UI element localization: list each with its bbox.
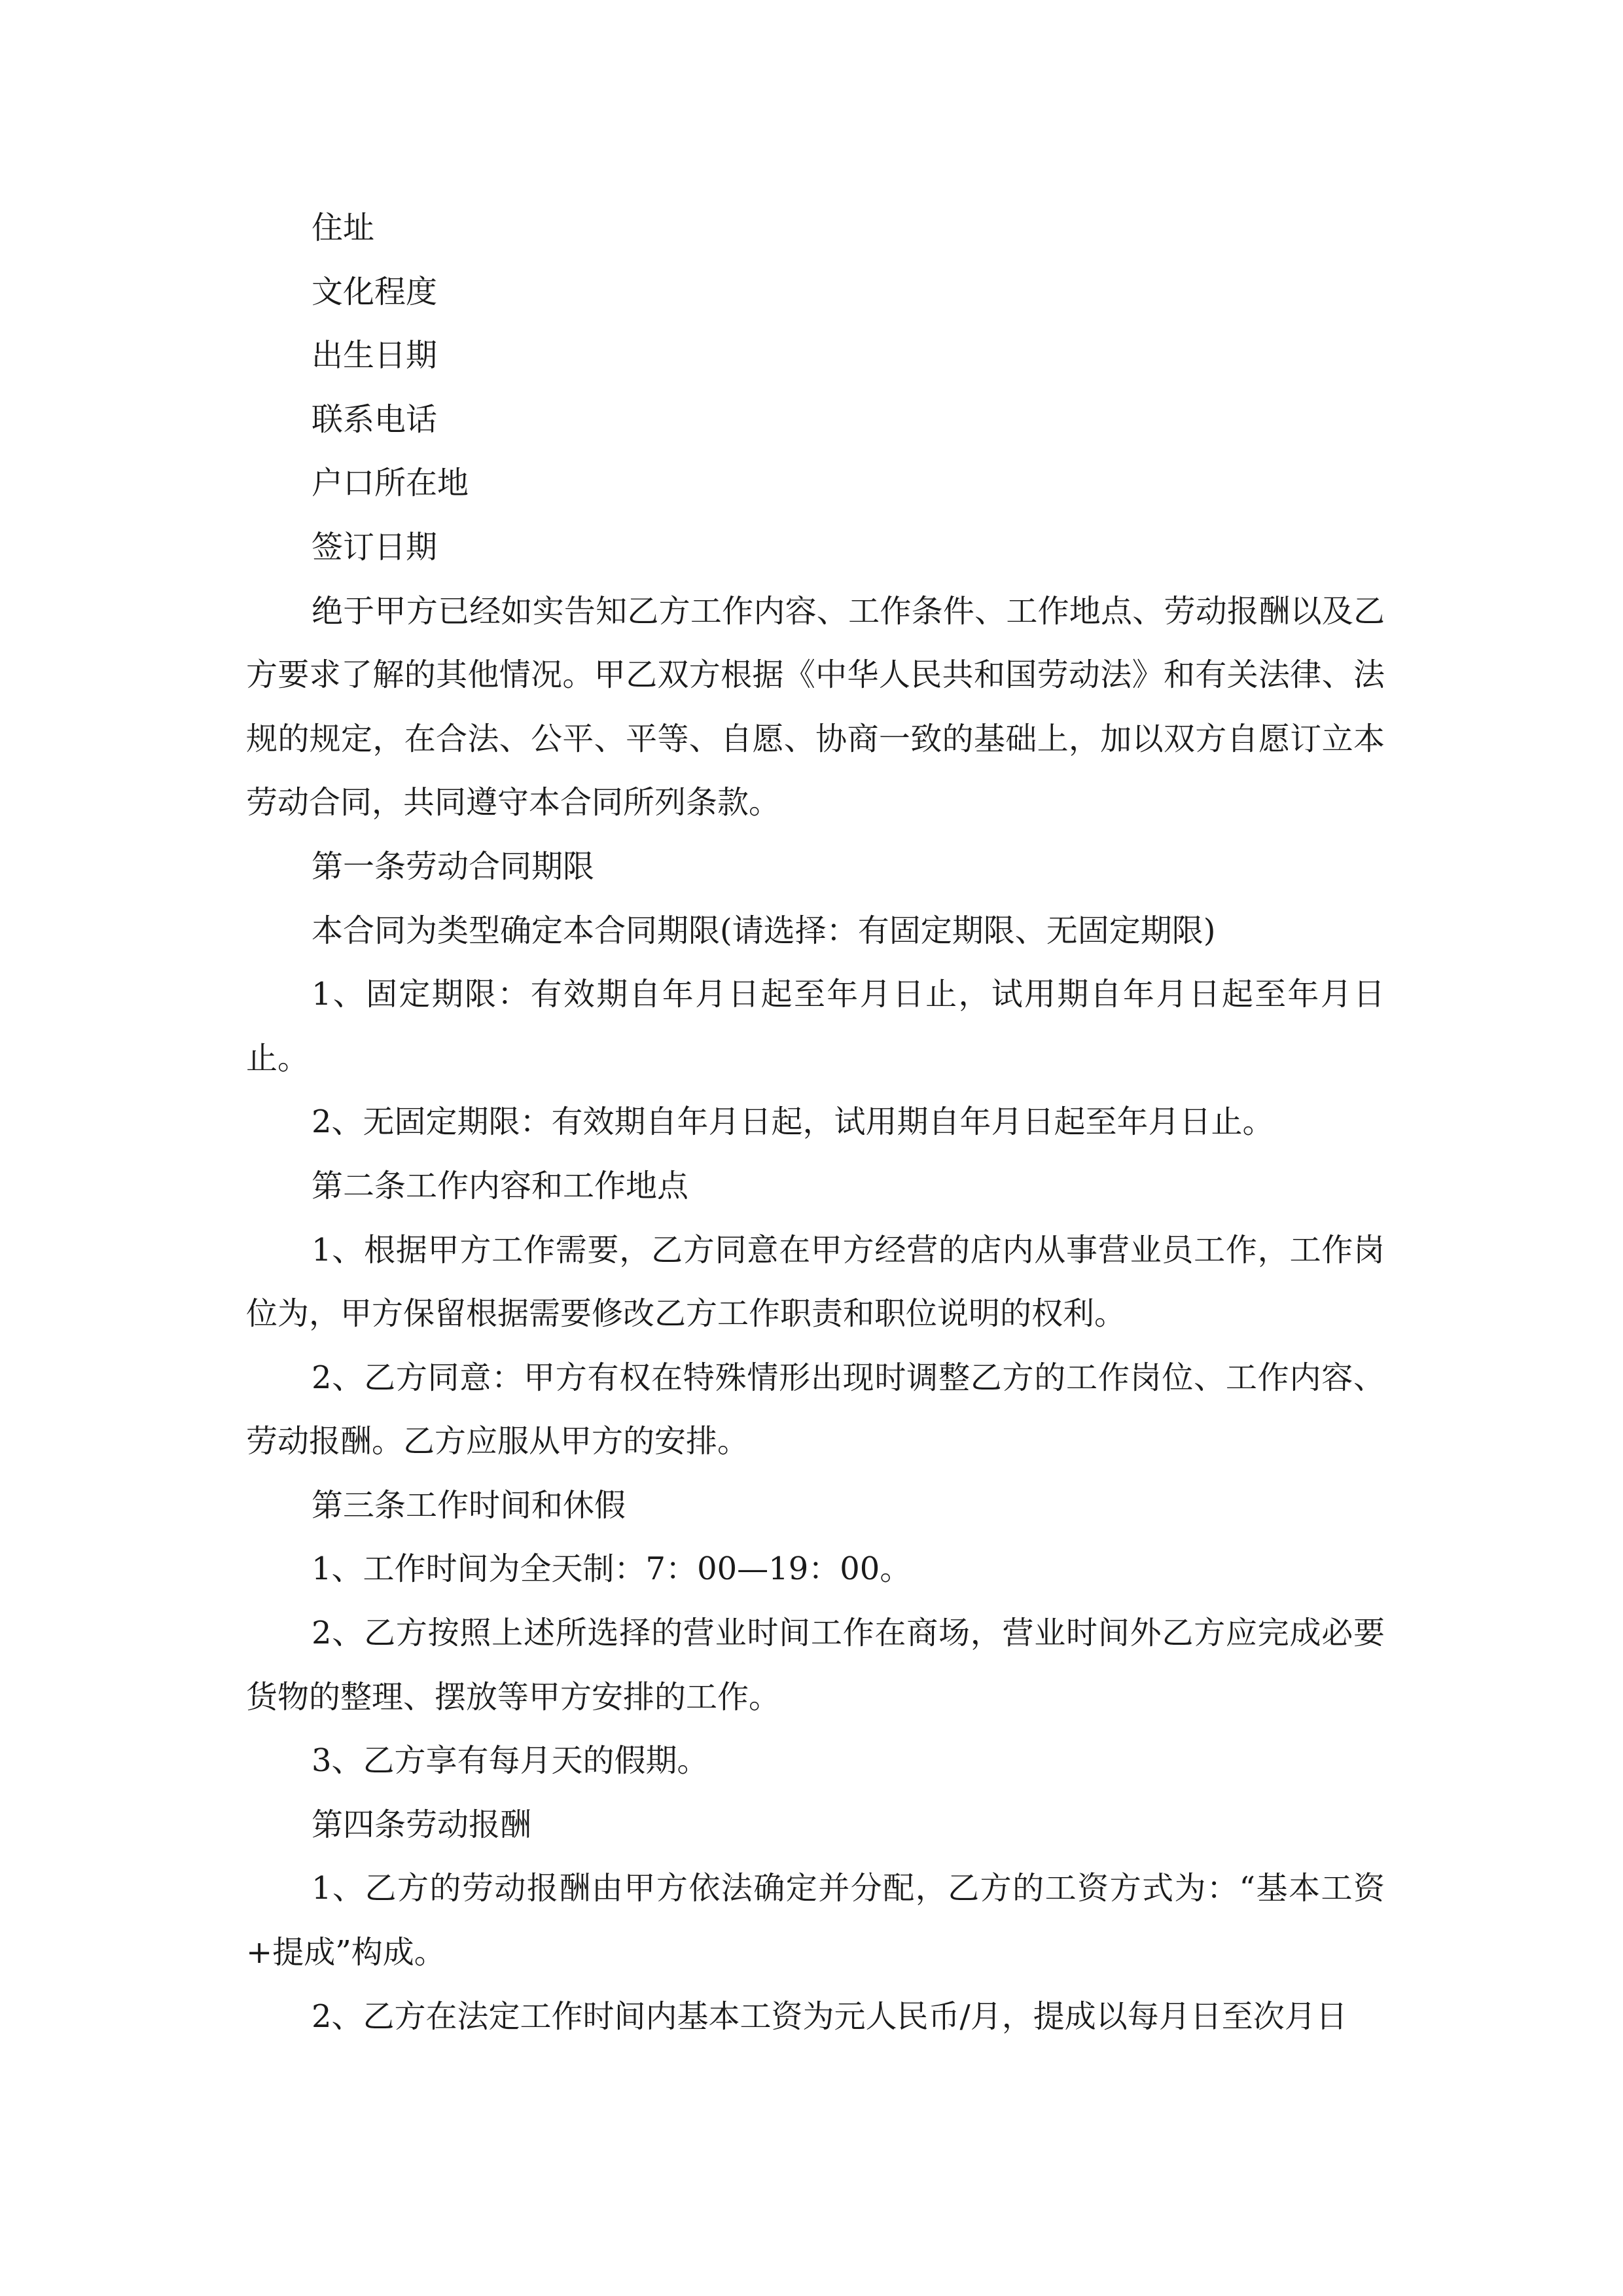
field-education: 文化程度 — [312, 273, 438, 310]
article-4-clause-2: 2、乙方在法定工作时间内基本工资为元人民币/月，提成以每月日至次月日 — [312, 1998, 1347, 2035]
field-phone: 联系电话 — [312, 401, 438, 438]
article-2-clause-1: 1、根据甲方工作需要，乙方同意在甲方经营的店内从事营业员工作，工作岗位为，甲方保留根据需要修改乙方工作职责和职位说明的权利。 — [246, 1231, 1385, 1333]
field-signing-date: 签订日期 — [312, 528, 438, 565]
article-2-clause-2: 2、乙方同意：甲方有权在特殊情形出现时调整乙方的工作岗位、工作内容、劳动报酬。乙方应服从甲方的安排。 — [246, 1359, 1385, 1460]
field-address: 住址 — [312, 209, 375, 246]
article-1-clause-2: 2、无固定期限：有效期自年月日起，试用期自年月日起至年月日止。 — [312, 1103, 1274, 1141]
article-4-clause-1: 1、乙方的劳动报酬由甲方依法确定并分配，乙方的工资方式为：“基本工资+提成”构成。 — [246, 1870, 1385, 1971]
article-1-paragraph: 本合同为类型确定本合同期限(请选择：有固定期限、无固定期限) — [312, 912, 1216, 949]
document-body — [246, 196, 1385, 2049]
article-1-heading: 第一条劳动合同期限 — [312, 848, 595, 885]
preamble-paragraph: 绝于甲方已经如实告知乙方工作内容、工作条件、工作地点、劳动报酬以及乙方要求了解的其他情况。甲乙双方根据《中华人民共和国劳动法》和有关法律、法规的规定，在合法、公平、平等、自愿、协商一致的基础上，加以双方自愿订立本劳动合同，共同遵守本合同所列条款。 — [246, 592, 1385, 821]
article-1-clause-1: 1、固定期限：有效期自年月日起至年月日止，试用期自年月日起至年月日止。 — [246, 976, 1385, 1077]
field-household-registration: 户口所在地 — [312, 465, 469, 502]
article-2-heading: 第二条工作内容和工作地点 — [312, 1167, 689, 1204]
article-3-heading: 第三条工作时间和休假 — [312, 1486, 626, 1524]
article-3-clause-3: 3、乙方享有每月天的假期。 — [312, 1742, 709, 1780]
article-3-clause-2: 2、乙方按照上述所选择的营业时间工作在商场，营业时间外乙方应完成必要货物的整理、摆放等甲方安排的工作。 — [246, 1615, 1385, 1715]
article-3-clause-1: 1、工作时间为全天制：7：00—19：00。 — [312, 1551, 912, 1588]
article-4-heading: 第四条劳动报酬 — [312, 1806, 532, 1843]
field-birth-date: 出生日期 — [312, 337, 438, 374]
